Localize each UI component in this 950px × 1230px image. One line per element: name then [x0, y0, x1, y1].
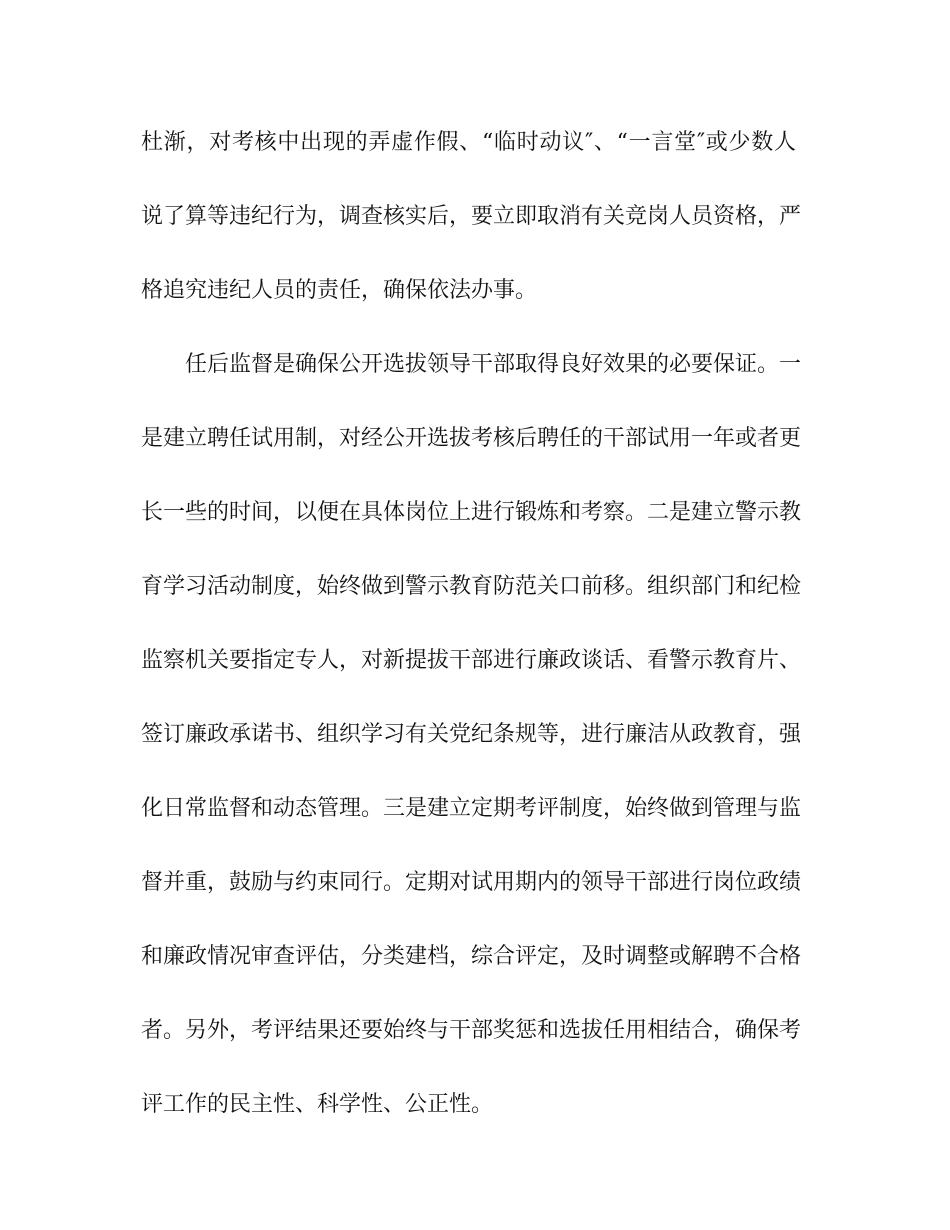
paragraph-line: 说了算等违纪行为，调查核实后，要立即取消有关竞岗人员资格，严	[141, 204, 802, 229]
paragraph-line: 长一些的时间，以便在具体岗位上进行锻炼和考察。二是建立警示教	[141, 500, 802, 525]
paragraph-line: 监察机关要指定专人，对新提拔干部进行廉政谈话、看警示教育片、	[141, 648, 802, 673]
paragraph-line: 督并重，鼓励与约束同行。定期对试用期内的领导干部进行岗位政绩	[141, 870, 802, 895]
paragraph-line: 化日常监督和动态管理。三是建立定期考评制度，始终做到管理与监	[141, 796, 802, 821]
paragraph-line: 任后监督是确保公开选拔领导干部取得良好效果的必要保证。一	[185, 352, 802, 377]
paragraph-line: 是建立聘任试用制，对经公开选拔考核后聘任的干部试用一年或者更	[141, 426, 802, 451]
paragraph-line: 育学习活动制度，始终做到警示教育防范关口前移。组织部门和纪检	[141, 574, 802, 599]
paragraph-line: 和廉政情况审查评估，分类建档，综合评定，及时调整或解聘不合格	[141, 944, 802, 969]
paragraph-line: 签订廉政承诺书、组织学习有关党纪条规等，进行廉洁从政教育，强	[141, 722, 802, 747]
paragraph-line: 格追究违纪人员的责任，确保依法办事。	[141, 278, 538, 303]
paragraph-line: 者。另外，考评结果还要始终与干部奖惩和选拔任用相结合，确保考	[141, 1018, 802, 1043]
paragraph-line: 杜渐，对考核中出现的弄虚作假、“临时动议″、“一言堂″或少数人	[141, 130, 796, 155]
paragraph-line: 评工作的民主性、科学性、公正性。	[141, 1092, 494, 1117]
